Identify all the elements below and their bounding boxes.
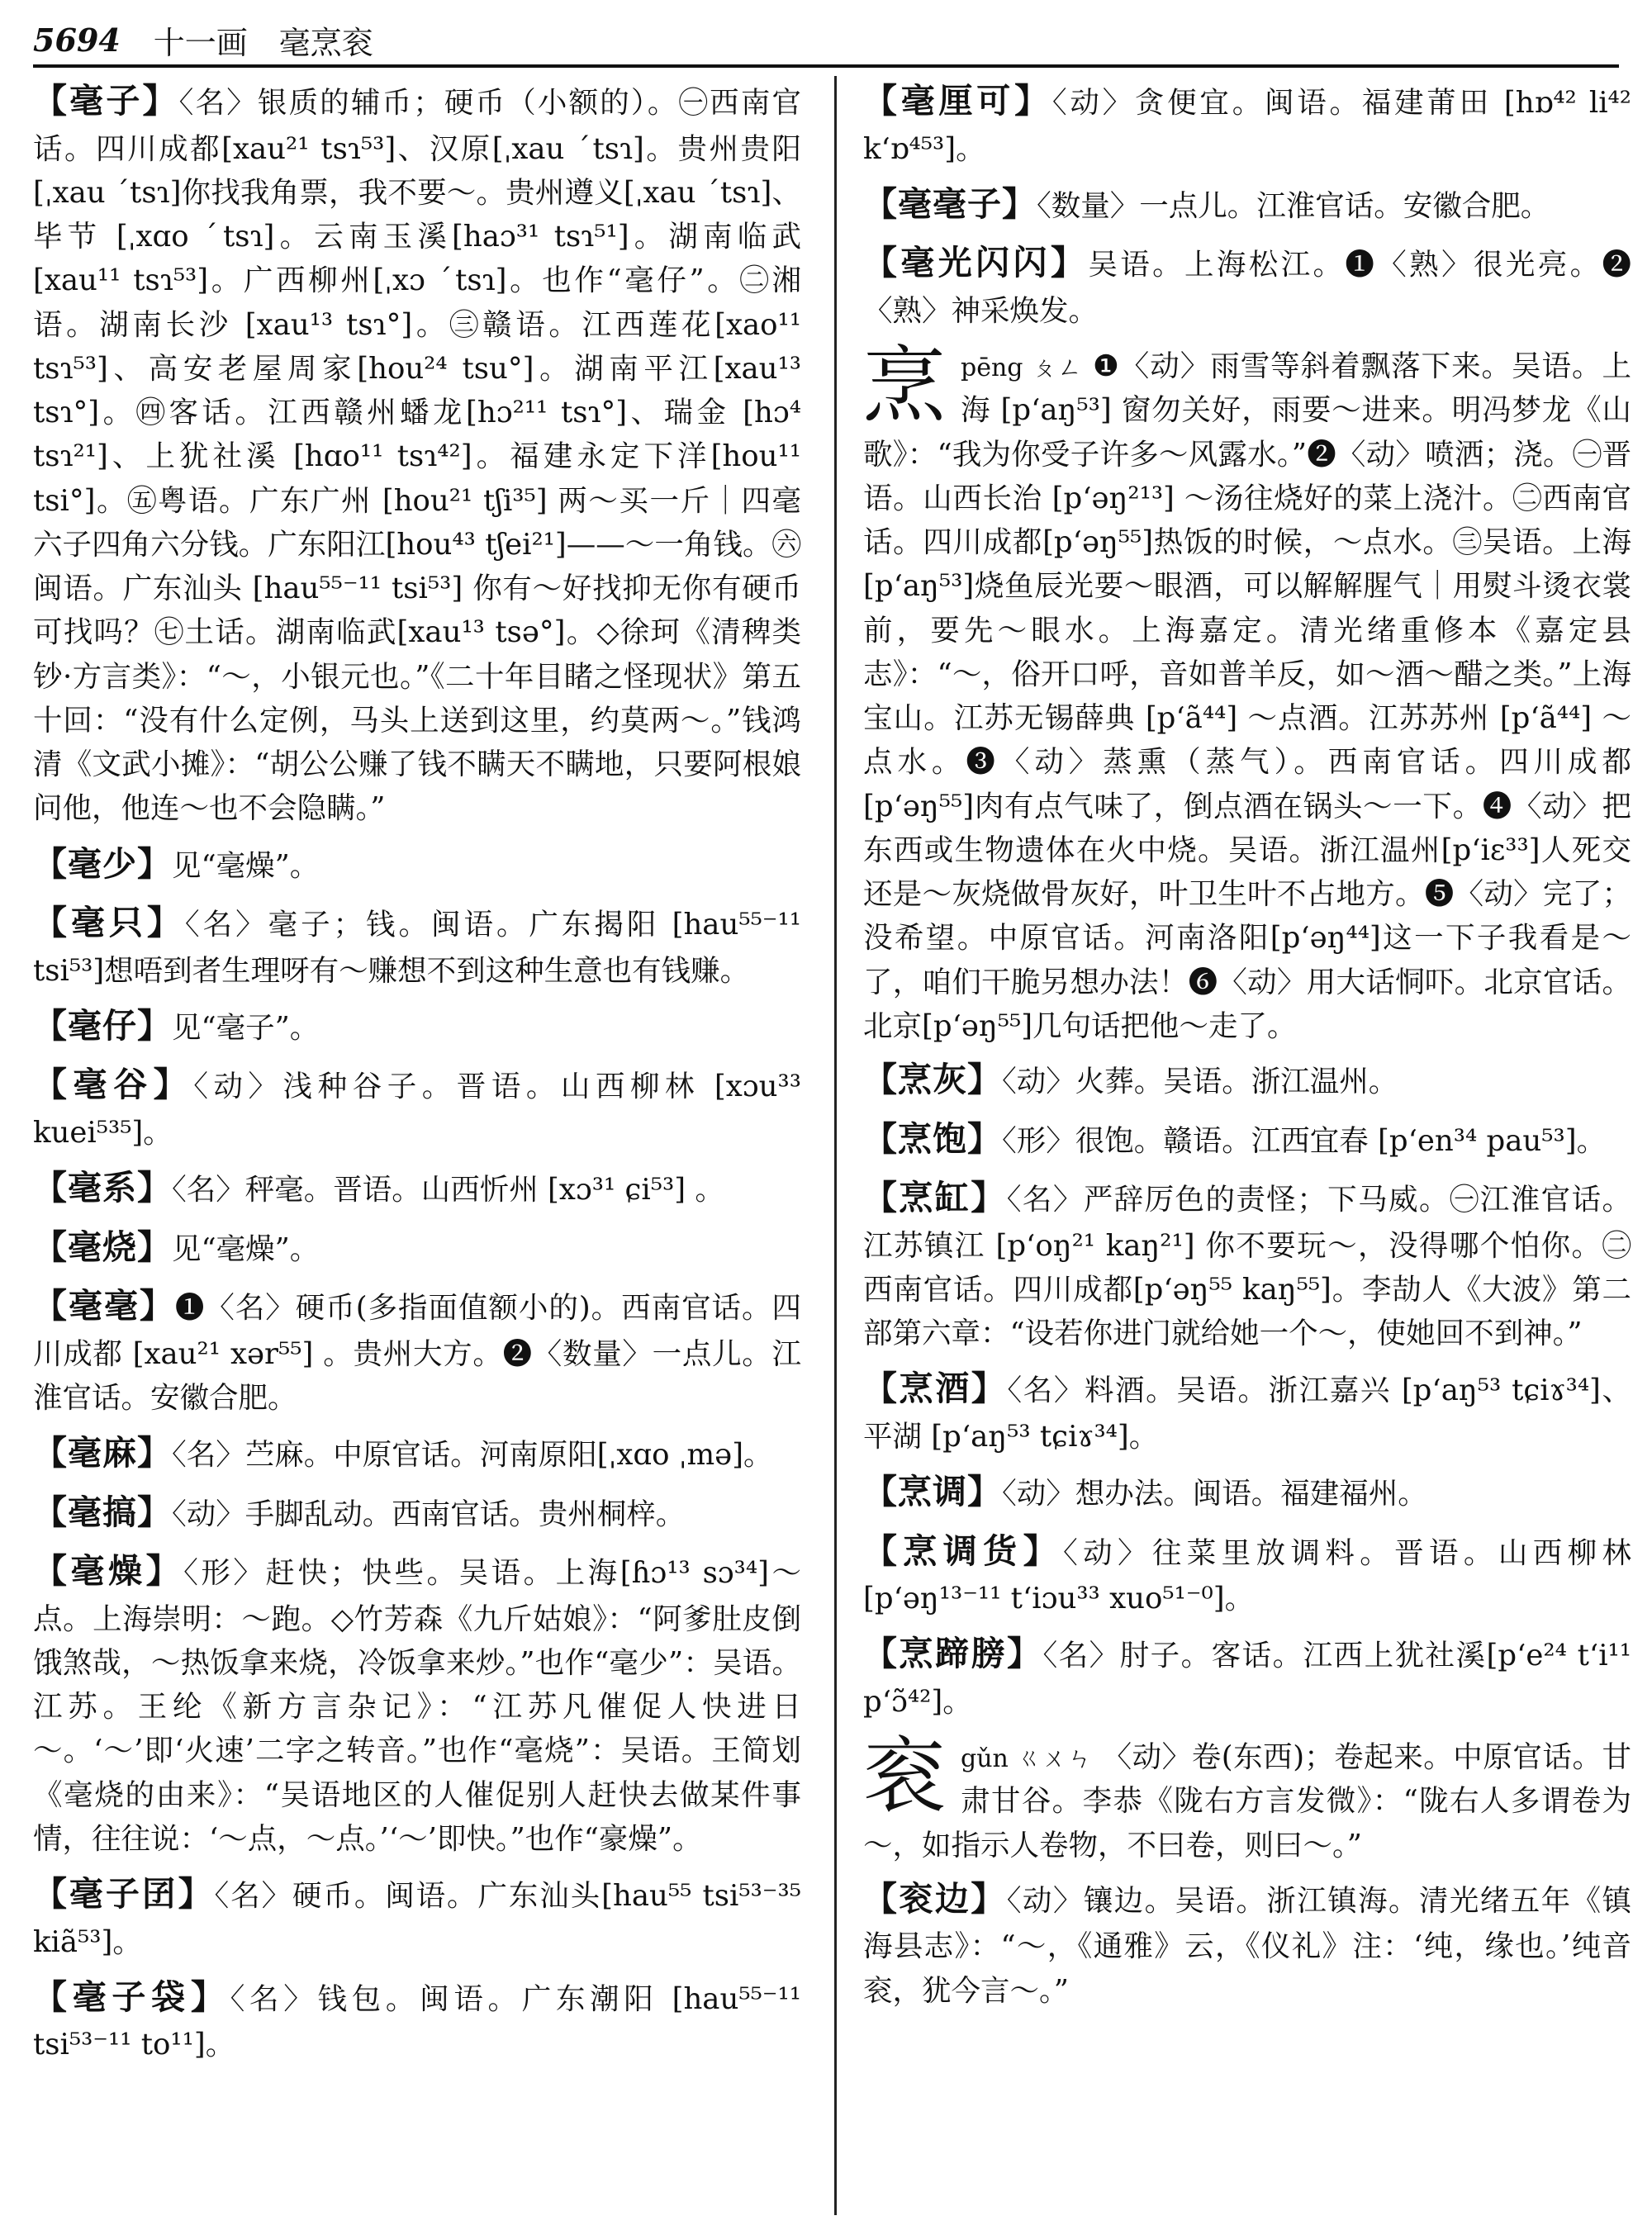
section-heading: 十一画 毫烹衮 bbox=[153, 24, 373, 61]
dictionary-entry bbox=[863, 76, 1631, 171]
entry-headword: 【烹蹄膀】 bbox=[863, 1634, 1043, 1674]
entry-headword: 【毫麻】 bbox=[33, 1433, 172, 1473]
entry-headword: 【烹饱】 bbox=[863, 1118, 1002, 1159]
dictionary-entry bbox=[863, 1114, 1631, 1165]
dictionary-entry bbox=[863, 1629, 1631, 1724]
head-character: 衮 bbox=[863, 1728, 946, 1824]
dictionary-entry bbox=[33, 1972, 801, 2067]
entry-headword: 【烹调货】 bbox=[863, 1530, 1063, 1571]
entry-headword: 【毫厘可】 bbox=[863, 81, 1052, 121]
dictionary-entry bbox=[33, 76, 801, 831]
entry-headword: 【烹缸】 bbox=[863, 1178, 1007, 1217]
dictionary-entry bbox=[863, 179, 1631, 230]
entry-headword: 【烹灰】 bbox=[863, 1060, 1002, 1099]
entry-definition: 〈动〉想办法。闽语。福建福州。 bbox=[1002, 1477, 1427, 1511]
dictionary-entry bbox=[33, 1546, 801, 1861]
pinyin-reading: pēng ㄆㄥ bbox=[961, 353, 1083, 382]
dictionary-entry bbox=[863, 238, 1631, 333]
entry-definition: 〈动〉贪便宜。闽语。福建莆田 [hɒ⁴² li⁴² kʻɒ⁴⁵³]。 bbox=[863, 86, 1631, 166]
entry-definition: 〈动〉火葬。吴语。浙江温州。 bbox=[1002, 1065, 1398, 1098]
entry-definition: 〈动〉浅种谷子。晋语。山西柳林 [xɔu³³ kuei⁵³⁵]。 bbox=[33, 1070, 801, 1150]
entry-definition: 〈数量〉一点儿。江淮官话。安徽合肥。 bbox=[1037, 188, 1550, 223]
entry-definition: 〈名〉毫子；钱。闽语。广东揭阳 [hau⁵⁵⁻¹¹ tsi⁵³]想唔到者生理呀有～赚想不到这种生意也有钱赚。 bbox=[33, 908, 801, 988]
dictionary-entry bbox=[33, 1487, 801, 1539]
entry-headword: 【毫毫子】 bbox=[863, 183, 1037, 224]
entry-headword: 【毫烧】 bbox=[33, 1226, 172, 1267]
column-divider bbox=[834, 76, 837, 2215]
entry-headword: 【毫子袋】 bbox=[33, 1976, 230, 2017]
entry-definition: 见“毫燥”。 bbox=[172, 848, 320, 883]
dictionary-entry bbox=[863, 1364, 1631, 1459]
dictionary-entry bbox=[33, 1222, 801, 1274]
entry-definition: 〈名〉银质的辅币；硬币（小额的）。㊀西南官话。四川成都[xau²¹ tsɿ⁵³]、汉原[ˌxau ˊtsɿ]。贵州贵阳 [ˌxau ˊtsɿ]你找我角票，我不要～。贵州遵义[ˌxau ˊtsɿ]、毕节 [ˌxɑo ˊtsɿ]。云南玉溪[haɔ³¹ tsɿ⁵¹]。湖南临武[xau¹¹ tsɿ⁵³]。广西柳州[ˌxɔ ˊtsɿ]。也作“毫仔”。㊁湘语。湖南长沙 [xau¹³ tsɿ°]。㊂赣语。江西莲花[xao¹¹ tsɿ⁵³]、高安老屋周家[hou²⁴ tsu°]。湖南平江[xau¹³ tsɿ°]。㊃客话。江西赣州蟠龙[hɔ²¹¹ tsɿ°]、瑞金 [hɔ⁴ tsɿ²¹]、上犹社溪 [hɑo¹¹ tsɿ⁴²]。福建永定下洋[hou¹¹ tsi°]。㊄粤语。广东广州 [hou²¹ tʃi³⁵] 两～买一斤｜四毫六子四角六分钱。广东阳江[hou⁴³ tʃei²¹]——～一角钱。㊅闽语。广东汕头 [hau⁵⁵⁻¹¹ tsi⁵³] 你有～好找抑无你有硬币可找吗？㊆土话。湖南临武[xau¹³ tsə°]。◇徐珂《清稗类钞·方言类》：“～，小银元也。”《二十年目睹之怪现状》第五十回：“没有什么定例，马头上送到这里，约莫两～。”钱鸿清《文武小摊》：“胡公公赚了钱不瞒天不瞒地，只要阿根娘问他，他连～也不会隐瞒。” bbox=[33, 86, 801, 826]
entry-headword: 【毫子】 bbox=[33, 81, 179, 121]
entry-definition: 〈动〉手脚乱动。西南官话。贵州桐梓。 bbox=[172, 1497, 686, 1531]
entry-headword: 【毫只】 bbox=[33, 903, 185, 942]
right-column bbox=[863, 76, 1631, 2215]
entry-definition: 〈名〉秤毫。晋语。山西忻州 [xɔ³¹ ɕi⁵³] 。 bbox=[172, 1173, 724, 1207]
entry-definition: ❶〈动〉雨雪等斜着飘落下来。吴语。上海 [pʻaŋ⁵³] 窗勿关好，雨要～进来。明冯梦龙《山歌》：“我为你受子许多～风露水。”❷〈动〉喷洒；浇。㊀晋语。山西长治 [pʻəŋ²¹³] ～汤往烧好的菜上浇汁。㊁西南官话。四川成都[pʻəŋ⁵⁵]热饭的时候，～点水。㊂吴语。上海[pʻaŋ⁵³]烧鱼辰光要～眼酒，可以解解腥气｜用熨斗烫衣裳前，要先～眼水。上海嘉定。清光绪重修本《嘉定县志》：“～，俗开口呼，音如普羊反，如～酒～醋之类。”上海宝山。江苏无锡薛典 [pʻã⁴⁴] ～点酒。江苏苏州 [pʻã⁴⁴] ～点水。❸〈动〉蒸熏（蒸气）。西南官话。四川成都[pʻəŋ⁵⁵]肉有点气味了，倒点酒在锅头～一下。❹〈动〉把东西或生物遗体在火中烧。吴语。浙江温州[pʻiɛ³³]人死交还是～灰烧做骨灰好，叶卫生叶不占地方。❺〈动〉完了；没希望。中原官话。河南洛阳[pʻəŋ⁴⁴]这一下子我看是～了，咱们干脆另想办法！❻〈动〉用大话恫吓。北京官话。北京[pʻəŋ⁵⁵]几句话把他～走了。 bbox=[863, 349, 1631, 1043]
entry-headword: 【毫毫】 bbox=[33, 1286, 175, 1326]
dictionary-entry bbox=[33, 1001, 801, 1052]
entry-headword: 【毫仔】 bbox=[33, 1005, 172, 1046]
entry-headword: 【毫谷】 bbox=[33, 1065, 194, 1105]
entry-definition: 〈名〉硬币。闽语。广东汕头[hau⁵⁵ tsi⁵³⁻³⁵ kiã⁵³]。 bbox=[33, 1879, 801, 1959]
dictionary-entry bbox=[863, 1526, 1631, 1621]
dictionary-entry bbox=[33, 1060, 801, 1155]
dictionary-entry bbox=[863, 1874, 1631, 2013]
entry-definition: 〈名〉钱包。闽语。广东潮阳 [hau⁵⁵⁻¹¹ tsi⁵³⁻¹¹ to¹¹]。 bbox=[33, 1981, 801, 2062]
pinyin-reading: gǔn ㄍㄨㄣ bbox=[961, 1744, 1093, 1773]
entry-definition: 〈动〉镶边。吴语。浙江镇海。清光绪五年《镇海县志》：“～，《通雅》云，《仪礼》注：‘纯，缘也。’纯音衮，犹今言～。” bbox=[863, 1883, 1631, 2008]
entry-headword: 【衮边】 bbox=[863, 1878, 1007, 1919]
dictionary-entry bbox=[33, 1281, 801, 1420]
character-entry bbox=[863, 337, 1631, 1048]
dictionary-entry bbox=[33, 1869, 801, 1964]
page-header bbox=[33, 15, 1619, 68]
entry-definition: 〈动〉卷(东西)；卷起来。中原官话。甘肃甘谷。李恭《陇右方言发微》：“陇右人多谓卷为～，如指示人卷物，不曰卷，则曰～。” bbox=[863, 1740, 1631, 1862]
entry-definition: 〈形〉赶快；快些。吴语。上海[ɦɔ¹³ sɔ³⁴]～点。上海崇明：～跑。◇竹芳森《九斤姑娘》：“阿爹肚皮倒饿煞哉，～热饭拿来烧，冷饭拿来炒。”也作“毫少”：吴语。江苏。王纶《新方言杂记》：“江苏凡催促人快进日～。‘～’即‘火速’二字之转音。”也作“毫烧”：吴语。王简划《毫烧的由来》：“吴语地区的人催促别人赶快去做某件事情，往往说：‘～点，～点。’‘～’即快。”也作“豪燥”。 bbox=[33, 1556, 801, 1856]
page-number: 5694 bbox=[33, 21, 121, 59]
entry-definition: 吴语。上海松江。❶〈熟〉很光亮。❷〈熟〉神采焕发。 bbox=[863, 248, 1631, 328]
entry-definition: 〈名〉苎麻。中原官话。河南原阳[ˌxɑo ˌmə]。 bbox=[172, 1438, 773, 1472]
entry-definition: 〈形〉很饱。赣语。江西宜春 [pʻen³⁴ pau⁵³]。 bbox=[1002, 1123, 1607, 1158]
entry-headword: 【毫燥】 bbox=[33, 1551, 184, 1591]
dictionary-entry bbox=[33, 839, 801, 890]
entry-headword: 【毫子囝】 bbox=[33, 1874, 215, 1914]
entry-definition: 〈动〉往菜里放调料。晋语。山西柳林 [pʻəŋ¹³⁻¹¹ tʻiɔu³³ xuo⁵¹⁻⁰]。 bbox=[863, 1535, 1631, 1616]
entry-definition: 见“毫燥”。 bbox=[172, 1231, 320, 1266]
entry-headword: 【毫少】 bbox=[33, 843, 172, 884]
entry-definition: 〈名〉料酒。吴语。浙江嘉兴 [pʻaŋ⁵³ tɕiɤ³⁴]、平湖 [pʻaŋ⁵³ tɕiɤ³⁴]。 bbox=[863, 1374, 1631, 1454]
entry-definition: ❶〈名〉硬币(多指面值额小的)。西南官话。四川成都 [xau²¹ xər⁵⁵] 。贵州大方。❷〈数量〉一点儿。江淮官话。安徽合肥。 bbox=[33, 1291, 801, 1415]
dictionary-entry bbox=[33, 1163, 801, 1214]
dictionary-entry bbox=[863, 1467, 1631, 1518]
entry-definition: 见“毫子”。 bbox=[172, 1010, 320, 1045]
entry-headword: 【毫光闪闪】 bbox=[863, 243, 1089, 283]
entry-headword: 【烹调】 bbox=[863, 1472, 1002, 1511]
entry-headword: 【烹酒】 bbox=[863, 1369, 1008, 1409]
entry-definition: 〈名〉严辞厉色的责怪；下马威。㊀江淮官话。江苏镇江 [pʻoŋ²¹ kaŋ²¹] 你不要玩～，没得哪个怕你。㊁西南官话。四川成都[pʻəŋ⁵⁵ kaŋ⁵⁵]。李劼人《大波》第二部第六章：“设若你进门就给她一个～，使她回不到神。” bbox=[863, 1183, 1631, 1350]
dictionary-entry bbox=[863, 1173, 1631, 1355]
head-character: 烹 bbox=[863, 337, 946, 434]
entry-headword: 【毫系】 bbox=[33, 1168, 172, 1208]
character-entry bbox=[863, 1728, 1631, 1867]
left-column bbox=[33, 76, 801, 2215]
dictionary-entry bbox=[33, 1428, 801, 1479]
entry-headword: 【毫搞】 bbox=[33, 1492, 172, 1532]
entry-definition: 〈名〉肘子。客话。江西上犹社溪[pʻe²⁴ tʻi¹¹ pʻɔ̃⁴²]。 bbox=[863, 1639, 1631, 1719]
dictionary-entry bbox=[863, 1055, 1631, 1106]
dictionary-entry bbox=[33, 898, 801, 993]
